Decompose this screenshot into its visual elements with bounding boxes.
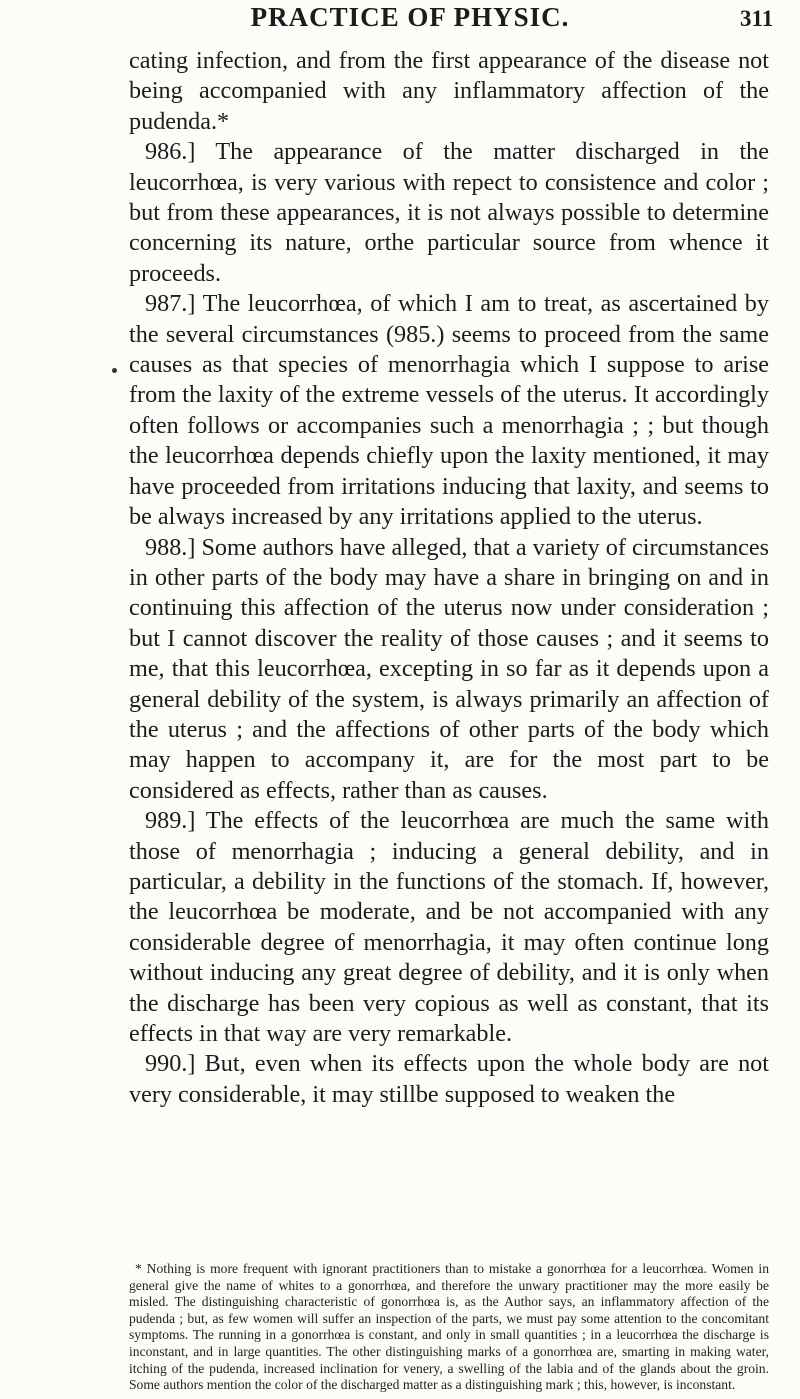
margin-mark [112, 368, 117, 373]
paragraph-text: The appearance of the matter discharged in the leucorrhœa, is very various with repect to consistence and color ; but from these appearances, it is not always possible to determine concerning its nature, orthe particular source from whence it proceeds. [129, 138, 769, 287]
paragraph-number: 990.] [145, 1050, 196, 1078]
footnote [129, 1261, 769, 1394]
running-head [0, 2, 800, 38]
paragraph-989 [129, 806, 769, 1049]
running-title: PRACTICE OF PHYSIC. [250, 2, 570, 32]
paragraph-990 [129, 1049, 769, 1110]
paragraph-text: But, even when its effects upon the whole body are not very considerable, it may stillbe supposed to weaken the [129, 1050, 769, 1108]
paragraph-number: 986.] [145, 138, 196, 166]
paragraph-number: 987.] [145, 290, 196, 318]
paragraph-986 [129, 137, 769, 289]
paragraph-text: The effects of the leucorrhœa are much the same with those of menorrhagia ; inducing a general debility, and in particular, a debility in the functions of the stomach. If, however, the leucorrhœa be moderate, and be not accompanied with any considerable degree of menorrhagia, it may often continue long without inducing any great degree of debility, and it is only when the discharge has been very copious as well as constant, that its effects in that way are very remarkable. [129, 807, 769, 1047]
continuation-paragraph: cating infection, and from the first appearance of the disease not being accompanied with any inflammatory affection of the pudenda.* [129, 47, 769, 135]
paragraph-number: 989.] [145, 807, 196, 835]
paragraph-number: 988.] [145, 533, 196, 561]
paragraph-text: Some authors have alleged, that a variety of circumstances in other parts of the body may have a share in bringing on and in continuing this affection of the uterus now under consideration ; but I cannot discover the reality of those causes ; and it seems to me, that this leucorrhœa, excepting in so far as it depends upon a general debility of the system, is always primarily an affection of the uterus ; and the affections of other parts of the body which may happen to accompany it, are for the most part to be considered as effects, rather than as causes. [129, 533, 770, 804]
page-number: 311 [740, 6, 774, 31]
paragraph-987 [129, 289, 769, 532]
paragraph-988 [129, 533, 769, 807]
paragraph-text: The leucorrhœa, of which I am to treat, as ascertained by the several circumstances (985.) seems to proceed from the same causes as that species of menorrhagia which I suppose to arise from the laxity of the extreme vessels of the uterus. It accordingly often follows or accompanies such a menorrhagia ; ; but though the leucorrhœa depends chiefly upon the laxity mentioned, it may have proceeded from irritations inducing that laxity, and seems to be always increased by any irritations applied to the uterus. [129, 290, 769, 531]
main-text [129, 46, 769, 1110]
footnote-text: * Nothing is more frequent with ignorant practitioners than to mistake a gonorrhœa for a leucorrhœa. Women in general give the name of whites to a gonorrhœa, and therefore the unwary practitioner may the more easily be misled. The distinguishing characteristic of gonorrhœa is, as the Author says, an inflammatory affection of the pudenda ; but, as few women will suffer an inspection of the parts, we must pay some attention to the concomitant symptoms. The running in a gonorrhœa is constant, and only in small quantities ; in a leucorrhœa the discharge is inconstant, and in large quantities. The other distinguishing marks of a gonorrhœa are, smarting in making water, itching of the pudenda, increased inclination for venery, a swelling of the labia and of the glands about the groin. Some authors mention the color of the discharged matter as a distinguishing mark ; this, however, is inconstant. [129, 1261, 769, 1393]
